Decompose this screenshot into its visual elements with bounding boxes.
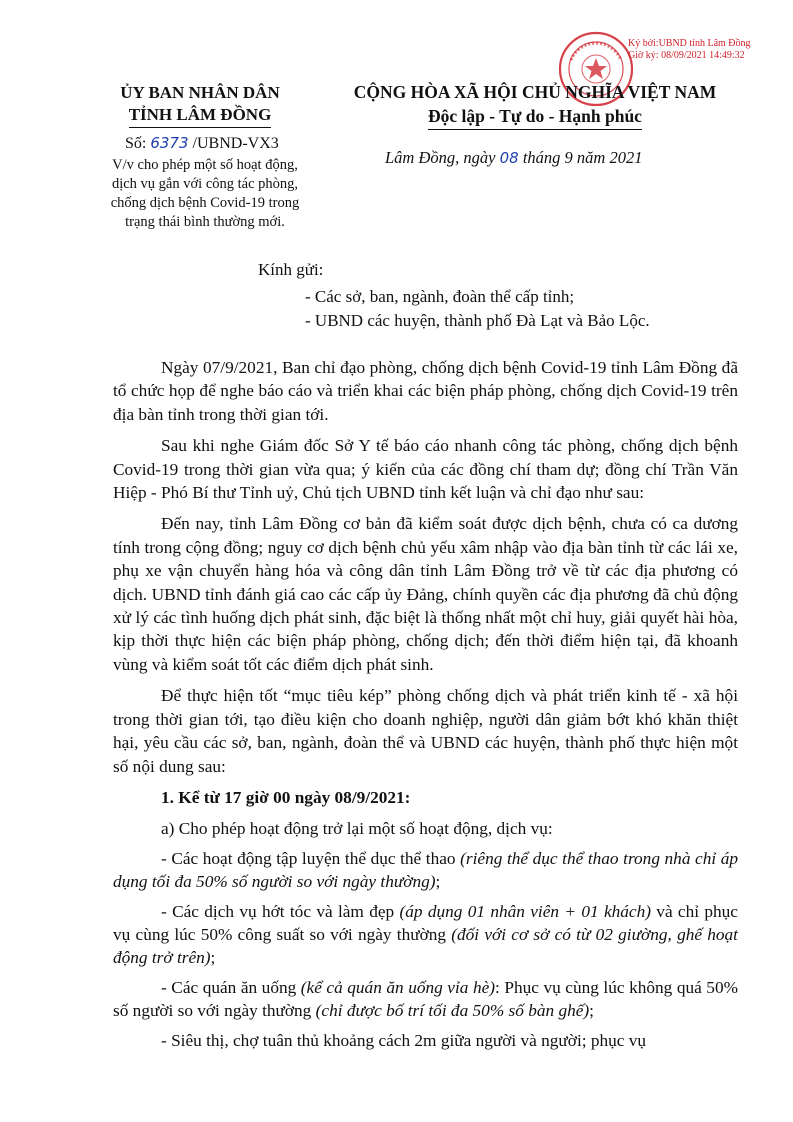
list-item: - Các quán ăn uống (kể cả quán ăn uống vỉa hè): Phục vụ cùng lúc không quá 50% số người so với ngày thường (chỉ được bố trí tối đa 50% số bàn ghế); — [113, 977, 738, 1021]
paragraph: Ngày 07/9/2021, Ban chỉ đạo phòng, chống dịch bệnh Covid-19 tỉnh Lâm Đồng đã tổ chức họp để nghe báo cáo và triển khai các biện pháp phòng, chống dịch Covid-19 trên địa bàn tỉnh trong thời gian tới. — [113, 358, 738, 424]
handwritten-number: 6373 — [150, 134, 189, 152]
paragraph: Để thực hiện tốt “mục tiêu kép” phòng chống dịch và phát triển kinh tế - xã hội trong thời gian tới, tạo điều kiện cho doanh nghiệp, người dân giảm bớt khó khăn thiệt hại, yêu cầu các sở, ban, ngành, đoàn thể và UBND các huyện, thành phố thực hiện một số nội dung sau: — [113, 686, 738, 776]
paragraph: Sau khi nghe Giám đốc Sở Y tế báo cáo nhanh công tác phòng, chống dịch bệnh Covid-19 trong thời gian vừa qua; ý kiến của các đồng chí tham dự; đồng chí Trần Văn Hiệp - Phó Bí thư Tỉnh uỷ, Chủ tịch UBND tỉnh kết luận và chỉ đạo như sau: — [113, 436, 738, 503]
document-body — [113, 356, 738, 1058]
document-number: Số: 6373 /UBND-VX3 — [125, 134, 279, 152]
list-item: - Các hoạt động tập luyện thể dục thể thao (riêng thể dục thể thao trong nhà chỉ áp dụng tối đa 50% số người so với ngày thường); — [113, 848, 738, 892]
document-subject: V/v cho phép một số hoạt động, dịch vụ gắn với công tác phòng, chống dịch bệnh Covid-19 trong trạng thái bình thường mới. — [110, 157, 300, 230]
nation-name: CỘNG HÒA XÃ HỘI CHỦ NGHĨA VIỆT NAM — [353, 82, 717, 102]
list-item: - Các dịch vụ hớt tóc và làm đẹp (áp dụng 01 nhân viên + 01 khách) và chỉ phục vụ cùng lúc 50% công suất so với ngày thường (đối với cơ sở có từ 02 giường, ghế hoạt động trở trên); — [113, 901, 738, 968]
signature-signer: Ký bởi:UBND tỉnh Lâm Đồng — [628, 38, 751, 49]
digital-signature — [628, 38, 751, 62]
recipient-item: - UBND các huyện, thành phố Đà Lạt và Bảo Lộc. — [305, 311, 650, 330]
org-name-line1: ỦY BAN NHÂN DÂN — [120, 83, 280, 102]
paragraph: Đến nay, tỉnh Lâm Đồng cơ bản đã kiểm soát được dịch bệnh, chưa có ca dương tính trong cộng đồng; nguy cơ dịch bệnh chủ yếu xâm nhập vào địa bàn tỉnh từ các lái xe, phụ xe vận chuyển hàng hóa và công dân tỉnh Lâm Đồng trở về từ các địa phương có dịch. UBND tỉnh đánh giá cao các cấp ủy Đảng, chính quyền các địa phương đã chủ động xử lý các tình huống dịch phát sinh, đặc biệt là thống nhất một chỉ huy, giải quyết hài hòa, kịp thời thực hiện các biện pháp phòng, chống dịch; đến thời điểm hiện tại, đã khoanh vùng và kiểm soát tốt các điểm dịch phát sinh. — [113, 514, 738, 674]
issuing-organization — [100, 82, 300, 128]
org-name-line2: TỈNH LÂM ĐỒNG — [129, 104, 272, 128]
recipient-item: - Các sở, ban, ngành, đoàn thể cấp tỉnh; — [305, 287, 575, 306]
list-item: - Siêu thị, chợ tuân thủ khoảng cách 2m giữa người và người; phục vụ — [161, 1030, 647, 1050]
handwritten-day: 08 — [499, 149, 519, 167]
document-date: Lâm Đồng, ngày 08 tháng 9 năm 2021 — [385, 148, 643, 167]
national-motto — [325, 80, 745, 130]
greeting: Kính gửi: — [258, 260, 324, 279]
section-heading: 1. Kể từ 17 giờ 00 ngày 08/9/2021: — [161, 787, 411, 807]
motto: Độc lập - Tự do - Hạnh phúc — [428, 104, 642, 130]
signature-time: Giờ ký: 08/09/2021 14:49:32 — [628, 50, 745, 61]
subsection: a) Cho phép hoạt động trở lại một số hoạt động, dịch vụ: — [161, 819, 553, 839]
